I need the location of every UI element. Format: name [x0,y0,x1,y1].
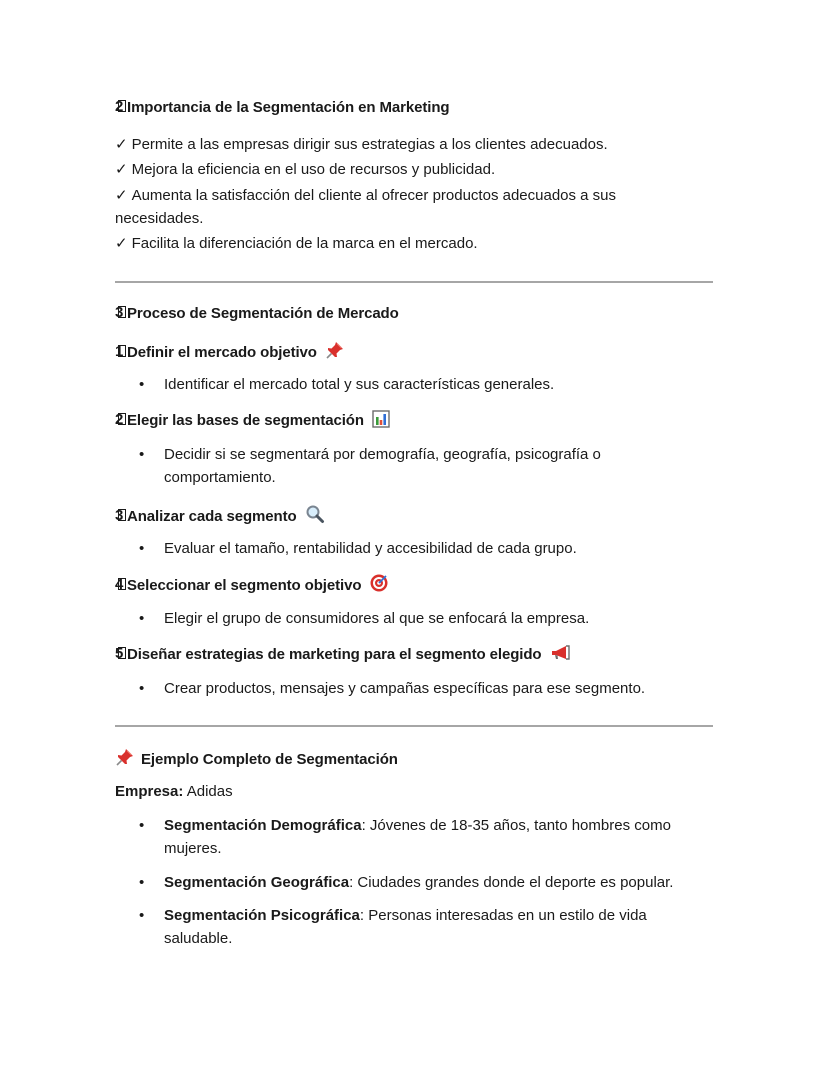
check-icon: ✓ [115,235,128,252]
list-item: • Segmentación Psicográfica: Personas interesadas en un estilo de vida saludable. [115,904,675,950]
step-heading-3: 3 Analizar cada segmento [115,504,325,527]
bullet-icon: • [139,680,145,697]
check-item: ✓ Facilita la diferenciación de la marca en el mercado. [115,235,478,252]
step-heading-5: 5 Diseñar estrategias de marketing para el segmento elegido [115,644,572,665]
check-icon: ✓ [115,136,128,153]
bullet-icon: • [139,907,145,924]
list-item: • Elegir el grupo de consumidores al que se enfocará la empresa. [115,607,675,630]
horizontal-rule [115,281,713,283]
target-icon [369,573,389,593]
company-value: Adidas [186,783,233,800]
heading-text: Importancia de la Segmentación en Marketing [127,99,450,116]
number-glyph: 1 [115,345,127,359]
company-line [115,780,233,803]
example-heading: Ejemplo Completo de Segmentación [115,747,398,770]
pushpin-icon [115,747,135,767]
section-heading-proceso: 3 Proceso de Segmentación de Mercado [115,304,399,322]
bar-chart-icon [372,410,390,428]
check-item: ✓ Mejora la eficiencia en el uso de recursos y publicidad. [115,161,496,178]
megaphone-icon [550,644,572,662]
pushpin-icon [325,340,345,360]
check-item: ✓ Aumenta la satisfacción del cliente al ofrecer productos adecuados a sus [115,187,617,204]
check-icon: ✓ [115,161,128,178]
number-glyph: 3 [115,509,127,523]
bullet-icon: • [139,817,145,834]
list-item: • Identificar el mercado total y sus características generales. [115,373,675,396]
list-item: • Segmentación Geográfica: Ciudades grandes donde el deporte es popular. [115,871,675,894]
number-glyph: 3 [115,306,127,320]
number-glyph: 2 [115,413,127,427]
bullet-icon: • [139,540,145,557]
bullet-icon: • [139,610,145,627]
check-item-continued: necesidades. [115,210,204,227]
list-item: • Segmentación Demográfica: Jóvenes de 18-35 años, tanto hombres como mujeres. [115,814,675,860]
bullet-icon: • [139,874,145,891]
step-heading-4: 4 Seleccionar el segmento objetivo [115,573,389,596]
check-icon: ✓ [115,187,128,204]
bullet-icon: • [139,376,145,393]
list-item: • Crear productos, mensajes y campañas específicas para ese segmento. [115,677,675,700]
step-heading-1: 1 Definir el mercado objetivo [115,340,345,363]
number-glyph: 5 [115,647,127,661]
check-item: ✓ Permite a las empresas dirigir sus estrategias a los clientes adecuados. [115,136,608,153]
number-glyph: 4 [115,578,127,592]
list-item: • Decidir si se segmentará por demografía, geografía, psicografía o comportamiento. [115,443,675,489]
number-glyph: 2 [115,100,127,114]
step-heading-2: 2 Elegir las bases de segmentación [115,410,390,431]
company-label: Empresa: [115,783,184,800]
list-item: • Evaluar el tamaño, rentabilidad y accesibilidad de cada grupo. [115,537,675,560]
bullet-icon: • [139,446,145,463]
section-heading-importancia [115,98,449,118]
horizontal-rule [115,725,713,727]
magnifier-icon [305,504,325,524]
